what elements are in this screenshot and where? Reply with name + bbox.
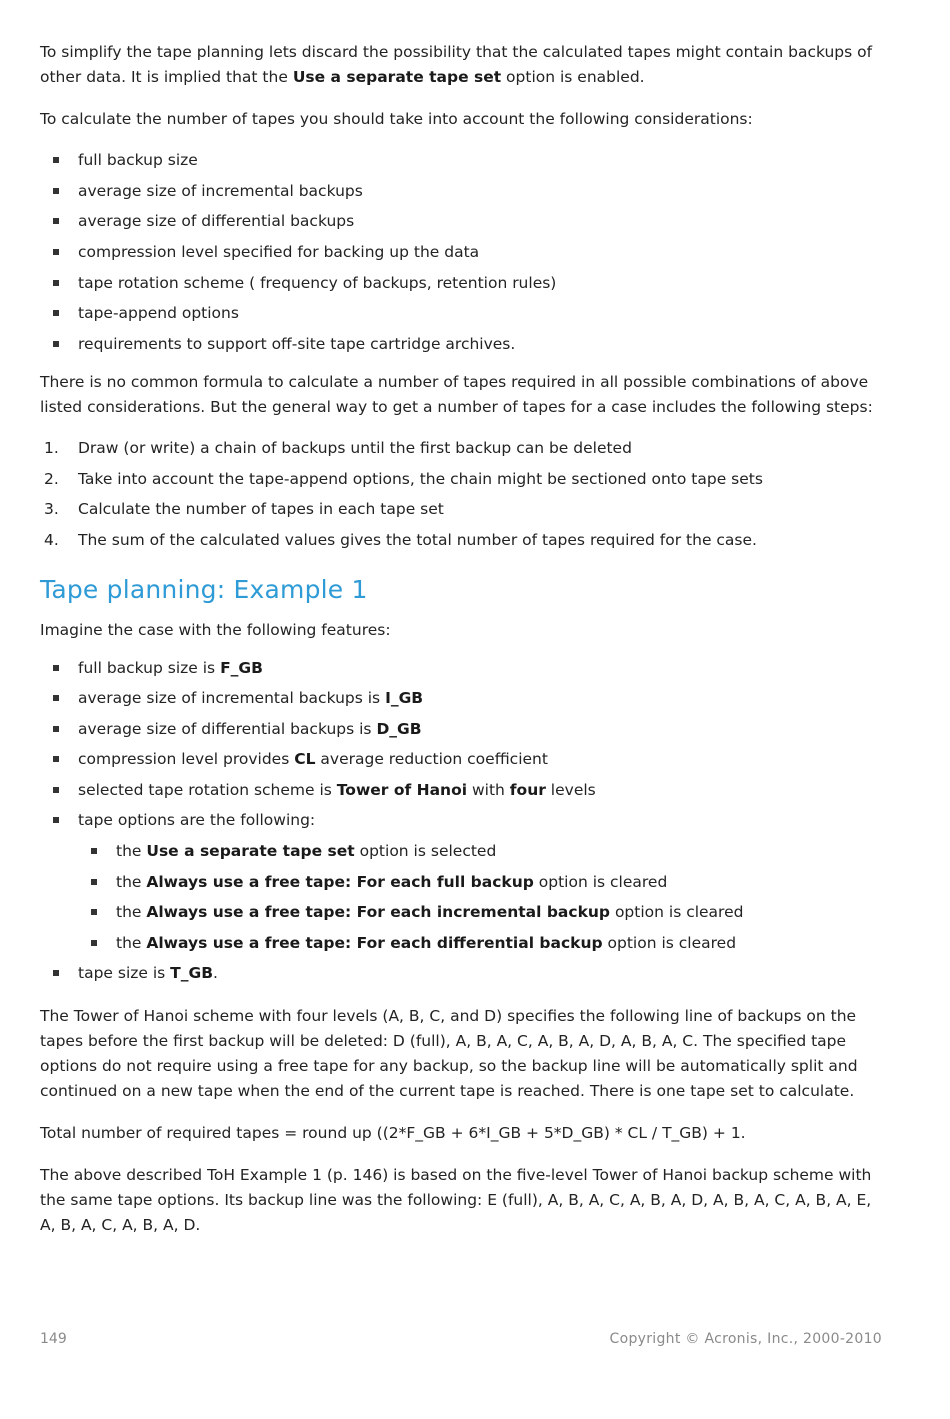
- list-item: [40, 657, 882, 681]
- feature-text-post: average reduction coefficient: [315, 750, 548, 769]
- option-text: the: [116, 903, 147, 922]
- intro-para1-part1: To simplify the tape planning lets discard the possibility that the calculated tapes might contain backups of other data. It is implied that the: [40, 43, 873, 87]
- steps-list: [40, 437, 882, 552]
- tape-size-text: tape size is: [78, 964, 171, 983]
- list-item: tape rotation scheme ( frequency of backups, retention rules): [40, 272, 882, 296]
- option-text: the: [116, 933, 147, 952]
- list-item: Calculate the number of tapes in each tape set: [78, 500, 444, 519]
- tape-size-post: .: [213, 964, 218, 983]
- list-item: [78, 901, 882, 925]
- list-item: Draw (or write) a chain of backups until the first backup can be deleted: [78, 439, 632, 458]
- closing-paragraph: The above described ToH Example 1 (p. 146) is based on the five-level Tower of Hanoi backup scheme with the same tape options. Its backup line was the following: E (full), A, B, A, C, A, B, A, D, A, B, A, C, A, B, A, E, A, B, A, C, A, B, A, D.: [40, 1166, 872, 1235]
- list-item: [40, 779, 882, 803]
- list-item: [78, 871, 882, 895]
- option-text-post: option is cleared: [602, 933, 737, 952]
- option-text: the: [116, 841, 147, 860]
- option-text-post: option is selected: [354, 841, 497, 860]
- formula-note-paragraph: There is no common formula to calculate a number of tapes required in all possible combinations of above listed considerations. But the general way to get a number of tapes for a case includes the following steps:: [40, 373, 873, 417]
- option-text: the: [116, 872, 147, 891]
- tape-options-label: tape options are the following:: [78, 811, 316, 830]
- page-number: 149: [40, 1331, 67, 1347]
- intro-paragraph-2: To calculate the number of tapes you should take into account the following considerations:: [40, 110, 753, 129]
- list-item: [40, 809, 882, 955]
- list-item: tape-append options: [40, 302, 882, 326]
- option-text-post: option is cleared: [533, 872, 668, 891]
- option-bold: Always use a free tape: For each differential backup: [146, 933, 603, 952]
- feature-bold: CL: [294, 750, 316, 769]
- feature-bold-2: four: [509, 780, 546, 799]
- feature-text: full backup size is: [78, 658, 221, 677]
- list-item: full backup size: [40, 149, 882, 173]
- intro-para1-bold: Use a separate tape set: [292, 68, 502, 87]
- option-bold: Always use a free tape: For each full backup: [146, 872, 534, 891]
- intro-paragraph-1: [40, 40, 882, 90]
- feature-text-post: levels: [545, 780, 596, 799]
- list-item: compression level specified for backing up the data: [40, 241, 882, 265]
- list-item: The sum of the calculated values gives the total number of tapes required for the case.: [78, 531, 757, 550]
- list-item: average size of differential backups: [40, 210, 882, 234]
- option-text-post: option is cleared: [610, 903, 744, 922]
- list-item: [40, 687, 882, 711]
- tape-size-bold: T_GB: [170, 964, 214, 983]
- considerations-list: [40, 149, 882, 356]
- example-features-list: [40, 657, 882, 986]
- option-bold: Use a separate tape set: [146, 841, 355, 860]
- total-formula-paragraph: Total number of required tapes = round up ((2*F_GB + 6*I_GB + 5*D_GB) * CL / T_GB) + 1.: [40, 1124, 746, 1143]
- feature-bold: Tower of Hanoi: [336, 780, 468, 799]
- list-item: [78, 840, 882, 864]
- feature-bold: D_GB: [376, 719, 422, 738]
- tape-options-list: [78, 840, 882, 955]
- list-item: average size of incremental backups: [40, 180, 882, 204]
- feature-text: selected tape rotation scheme is: [78, 780, 337, 799]
- feature-text: average size of differential backups is: [78, 719, 377, 738]
- feature-text: average size of incremental backups is: [78, 689, 386, 708]
- list-item: [78, 932, 882, 956]
- copyright-notice: Copyright © Acronis, Inc., 2000-2010: [609, 1331, 882, 1347]
- option-bold: Always use a free tape: For each incremental backup: [146, 903, 611, 922]
- feature-bold: I_GB: [385, 689, 424, 708]
- list-item: [40, 718, 882, 742]
- page-footer: [40, 1331, 882, 1347]
- list-item: [40, 748, 882, 772]
- intro-para1-part2: option is enabled.: [501, 68, 645, 87]
- feature-text: compression level provides: [78, 750, 295, 769]
- feature-text-mid: with: [467, 780, 510, 799]
- section-heading: Tape planning: Example 1: [40, 574, 368, 604]
- list-item: requirements to support off-site tape cartridge archives.: [40, 333, 882, 357]
- example-description-paragraph: The Tower of Hanoi scheme with four levels (A, B, C, and D) specifies the following line of backups on the tapes before the first backup will be deleted: D (full), A, B, A, C, A, B, A, D, A, B, A, C. The specified tape options do not require using a free tape for any backup, so the backup line will be automatically split and continued on a new tape when the end of the current tape is reached. There is one tape set to calculate.: [40, 1006, 858, 1101]
- feature-bold: F_GB: [220, 658, 263, 677]
- example-lead-paragraph: Imagine the case with the following features:: [40, 620, 391, 639]
- list-item: [40, 962, 882, 986]
- list-item: Take into account the tape-append options, the chain might be sectioned onto tape sets: [78, 469, 763, 488]
